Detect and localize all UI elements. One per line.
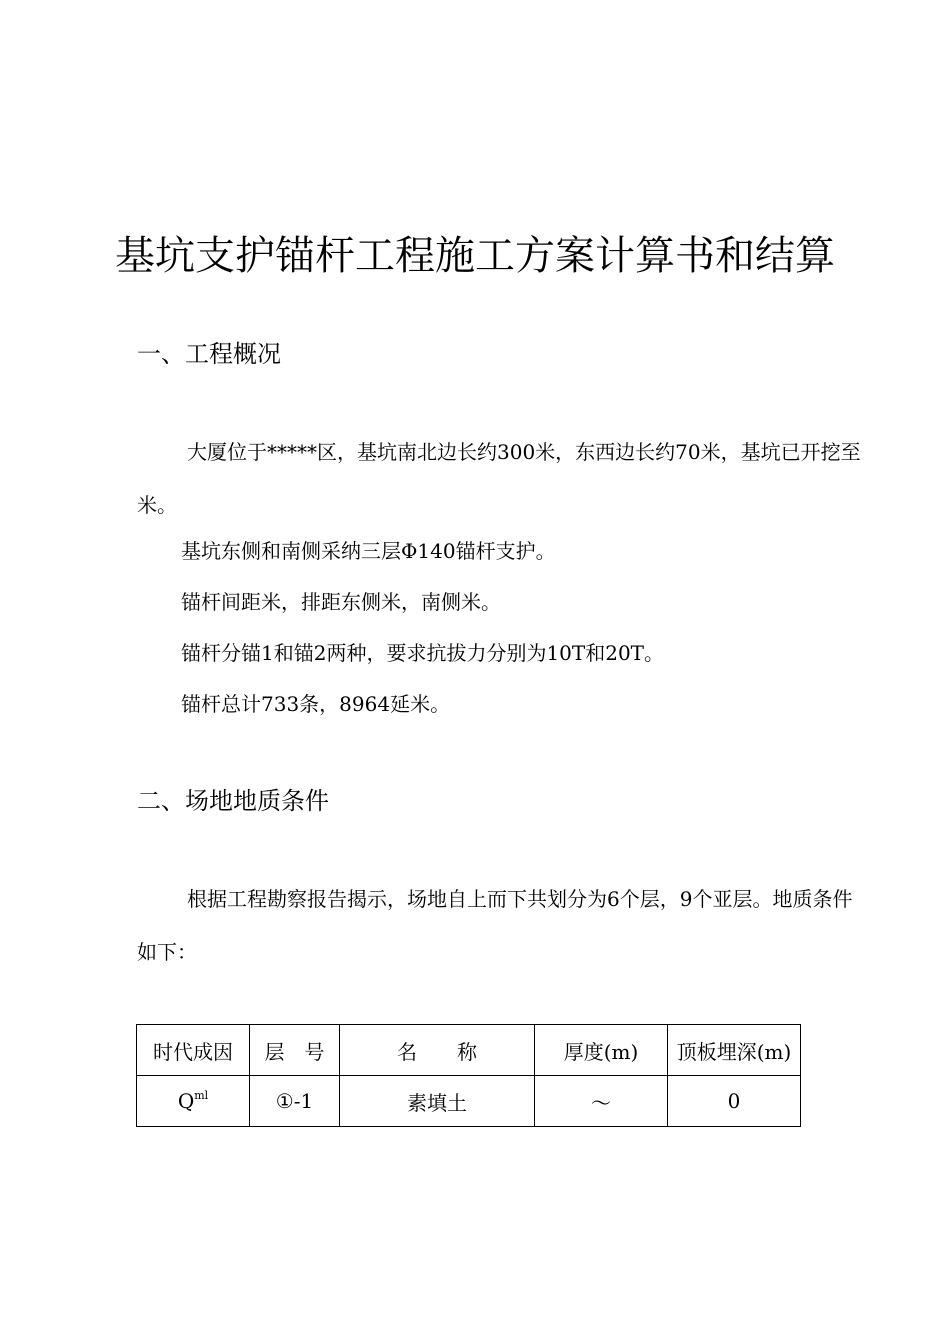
overview-line-3: 锚杆分锚1和锚2两种，要求抗拔力分别为10T和20T。 — [181, 641, 665, 665]
cell-thickness: ～ — [535, 1076, 668, 1127]
cell-age-sup: ml — [194, 1089, 209, 1102]
section-heading-overview: 一、工程概况 — [137, 340, 281, 368]
header-depth: 顶板埋深(m) — [668, 1025, 801, 1076]
cell-depth: 0 — [668, 1076, 801, 1127]
geology-paragraph: 根据工程勘察报告揭示，场地自上而下共划分为6个层，9个亚层。地质条件如下： — [137, 887, 853, 964]
table-header-row — [137, 1025, 801, 1076]
header-layer: 层 号 — [250, 1025, 340, 1076]
cell-age — [137, 1076, 250, 1127]
overview-line-2: 锚杆间距米，排距东侧米，南侧米。 — [181, 590, 501, 614]
cell-layer: ①-1 — [250, 1076, 340, 1127]
header-name: 名 称 — [340, 1025, 535, 1076]
document-title: 基坑支护锚杆工程施工方案计算书和结算 — [115, 233, 835, 279]
header-age: 时代成因 — [137, 1025, 250, 1076]
overview-line-1: 基坑东侧和南侧采纳三层Φ140锚杆支护。 — [181, 539, 556, 563]
section-heading-geology: 二、场地地质条件 — [137, 787, 329, 815]
cell-age-base: Q — [177, 1089, 195, 1113]
overview-line-4: 锚杆总计733条，8964延米。 — [181, 692, 451, 716]
geology-table — [136, 1024, 801, 1127]
header-thickness: 厚度(m) — [535, 1025, 668, 1076]
table-row — [137, 1076, 801, 1127]
cell-name: 素填土 — [340, 1076, 535, 1127]
overview-paragraph: 大厦位于*****区，基坑南北边长约300米，东西边长约70米，基坑已开挖至米。 — [137, 440, 861, 517]
